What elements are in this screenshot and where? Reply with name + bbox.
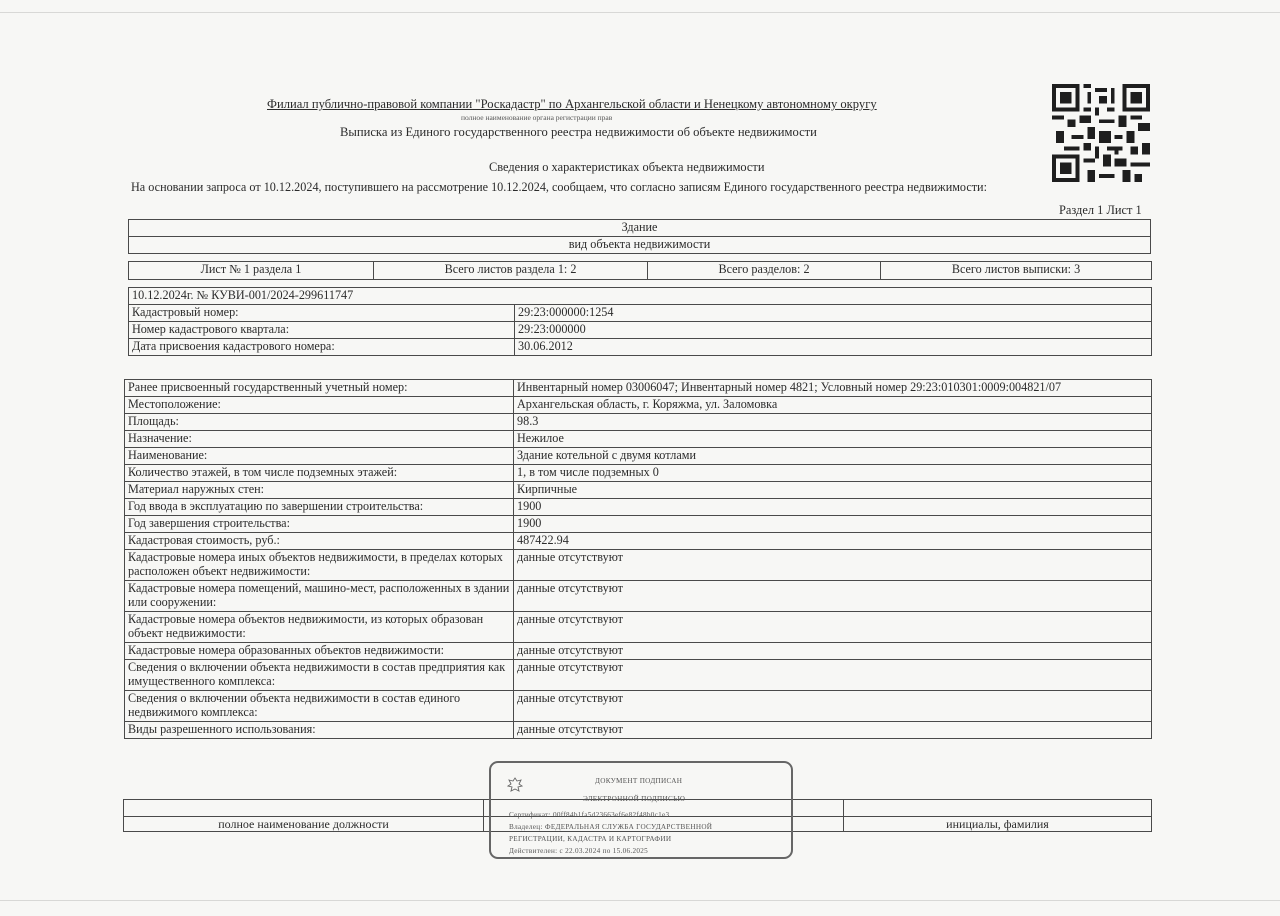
row-label: Кадастровые номера образованных объектов недвижимости:: [125, 643, 514, 660]
row-label: Сведения о включении объекта недвижимости в состав единого недвижимого комплекса:: [125, 691, 514, 722]
row-value: данные отсутствуют: [514, 612, 1152, 643]
table-row: [125, 448, 1152, 465]
stamp-line: ЭЛЕКТРОННОЙ ПОДПИСЬЮ: [583, 795, 686, 803]
object-kind-value: Здание: [129, 220, 1151, 237]
section-label: Раздел 1 Лист 1: [1059, 203, 1142, 217]
row-value: Кирпичные: [514, 482, 1152, 499]
table-row: [125, 397, 1152, 414]
row-label: Виды разрешенного использования:: [125, 722, 514, 739]
row-label: Кадастровые номера иных объектов недвижимости, в пределах которых расположен объект недвижимости:: [125, 550, 514, 581]
sheet-info-table: [128, 261, 1152, 280]
stamp-line: Сертификат: 00ff84b1fa5d23663ef6e82f48b0c1e3: [509, 811, 670, 819]
row-value: данные отсутствуют: [514, 660, 1152, 691]
table-row: [125, 414, 1152, 431]
row-label: Кадастровая стоимость, руб.:: [125, 533, 514, 550]
row-value: Здание котельной с двумя котлами: [514, 448, 1152, 465]
row-label: Сведения о включении объекта недвижимости в состав предприятия как имущественного комплекса:: [125, 660, 514, 691]
record-label: Кадастровый номер:: [129, 305, 515, 322]
table-row: [125, 581, 1152, 612]
table-row: [125, 612, 1152, 643]
row-label: Наименование:: [125, 448, 514, 465]
table-row: [125, 465, 1152, 482]
organization-name: Филиал публично-правовой компании "Роскадастр" по Архангельской области и Ненецкому автономному округу: [267, 97, 877, 111]
table-row: [125, 660, 1152, 691]
row-label: Кадастровые номера объектов недвижимости, из которых образован объект недвижимости:: [125, 612, 514, 643]
record-value: 30.06.2012: [515, 339, 1152, 356]
row-value: данные отсутствуют: [514, 581, 1152, 612]
record-value: 29:23:000000: [515, 322, 1152, 339]
section-title: Сведения о характеристиках объекта недвижимости: [489, 160, 765, 174]
row-label: Местоположение:: [125, 397, 514, 414]
row-value: данные отсутствуют: [514, 643, 1152, 660]
table-row: [125, 550, 1152, 581]
emblem-icon: [507, 777, 523, 793]
scan-artifact: [0, 12, 1280, 13]
row-value: 487422.94: [514, 533, 1152, 550]
table-row: [125, 691, 1152, 722]
row-label: Год ввода в эксплуатацию по завершении строительства:: [125, 499, 514, 516]
characteristics-table: [124, 379, 1152, 739]
sheets-total: Всего листов выписки: 3: [881, 262, 1152, 280]
record-label: Номер кадастрового квартала:: [129, 322, 515, 339]
stamp-line: ДОКУМЕНТ ПОДПИСАН: [595, 777, 683, 785]
object-kind-table: [128, 219, 1151, 254]
stamp-line: Действителен: с 22.03.2024 по 15.06.2025: [509, 847, 649, 855]
sheets-in-section: Всего листов раздела 1: 2: [374, 262, 648, 280]
row-value: 98.3: [514, 414, 1152, 431]
initials-caption: инициалы, фамилия: [844, 817, 1152, 832]
record-table: [128, 287, 1152, 356]
row-label: Год завершения строительства:: [125, 516, 514, 533]
organization-caption: полное наименование органа регистрации прав: [461, 113, 613, 122]
record-row: [129, 339, 1152, 356]
row-value: 1, в том числе подземных 0: [514, 465, 1152, 482]
record-number: 10.12.2024г. № КУВИ-001/2024-299611747: [129, 288, 1152, 305]
row-label: Назначение:: [125, 431, 514, 448]
row-label: Кадастровые номера помещений, машино-мест, расположенных в здании или сооружении:: [125, 581, 514, 612]
table-row: [125, 516, 1152, 533]
sheet-number: Лист № 1 раздела 1: [129, 262, 374, 280]
row-label: Площадь:: [125, 414, 514, 431]
row-value: 1900: [514, 516, 1152, 533]
object-kind-caption: вид объекта недвижимости: [129, 237, 1151, 254]
row-label: Количество этажей, в том числе подземных этажей:: [125, 465, 514, 482]
scan-artifact: [0, 900, 1280, 901]
table-row: [125, 380, 1152, 397]
table-row: [125, 533, 1152, 550]
row-value: данные отсутствуют: [514, 691, 1152, 722]
intro-text: На основании запроса от 10.12.2024, поступившего на рассмотрение 10.12.2024, сообщаем, что согласно записям Единого государственного реестра недвижимости:: [131, 180, 987, 194]
row-value: данные отсутствуют: [514, 550, 1152, 581]
row-label: Материал наружных стен:: [125, 482, 514, 499]
stamp-line: РЕГИСТРАЦИИ, КАДАСТРА И КАРТОГРАФИИ: [509, 835, 672, 843]
table-row: [125, 643, 1152, 660]
row-value: данные отсутствуют: [514, 722, 1152, 739]
qr-code-icon: [1052, 84, 1150, 182]
row-value: 1900: [514, 499, 1152, 516]
table-row: [125, 499, 1152, 516]
table-row: [125, 722, 1152, 739]
sections-total: Всего разделов: 2: [648, 262, 881, 280]
record-row: [129, 322, 1152, 339]
row-value: Нежилое: [514, 431, 1152, 448]
document-title: Выписка из Единого государственного реестра недвижимости об объекте недвижимости: [340, 125, 817, 139]
record-row: [129, 305, 1152, 322]
row-value: Инвентарный номер 03006047; Инвентарный номер 4821; Условный номер 29:23:010301:0009:004821/07: [514, 380, 1152, 397]
record-label: Дата присвоения кадастрового номера:: [129, 339, 515, 356]
row-value: Архангельская область, г. Коряжма, ул. Заломовка: [514, 397, 1152, 414]
stamp-line: Владелец: ФЕДЕРАЛЬНАЯ СЛУЖБА ГОСУДАРСТВЕННОЙ: [509, 823, 713, 831]
position-caption: полное наименование должности: [124, 817, 484, 832]
row-label: Ранее присвоенный государственный учетный номер:: [125, 380, 514, 397]
table-row: [125, 431, 1152, 448]
table-row: [125, 482, 1152, 499]
electronic-signature-stamp: [489, 761, 793, 859]
record-value: 29:23:000000:1254: [515, 305, 1152, 322]
